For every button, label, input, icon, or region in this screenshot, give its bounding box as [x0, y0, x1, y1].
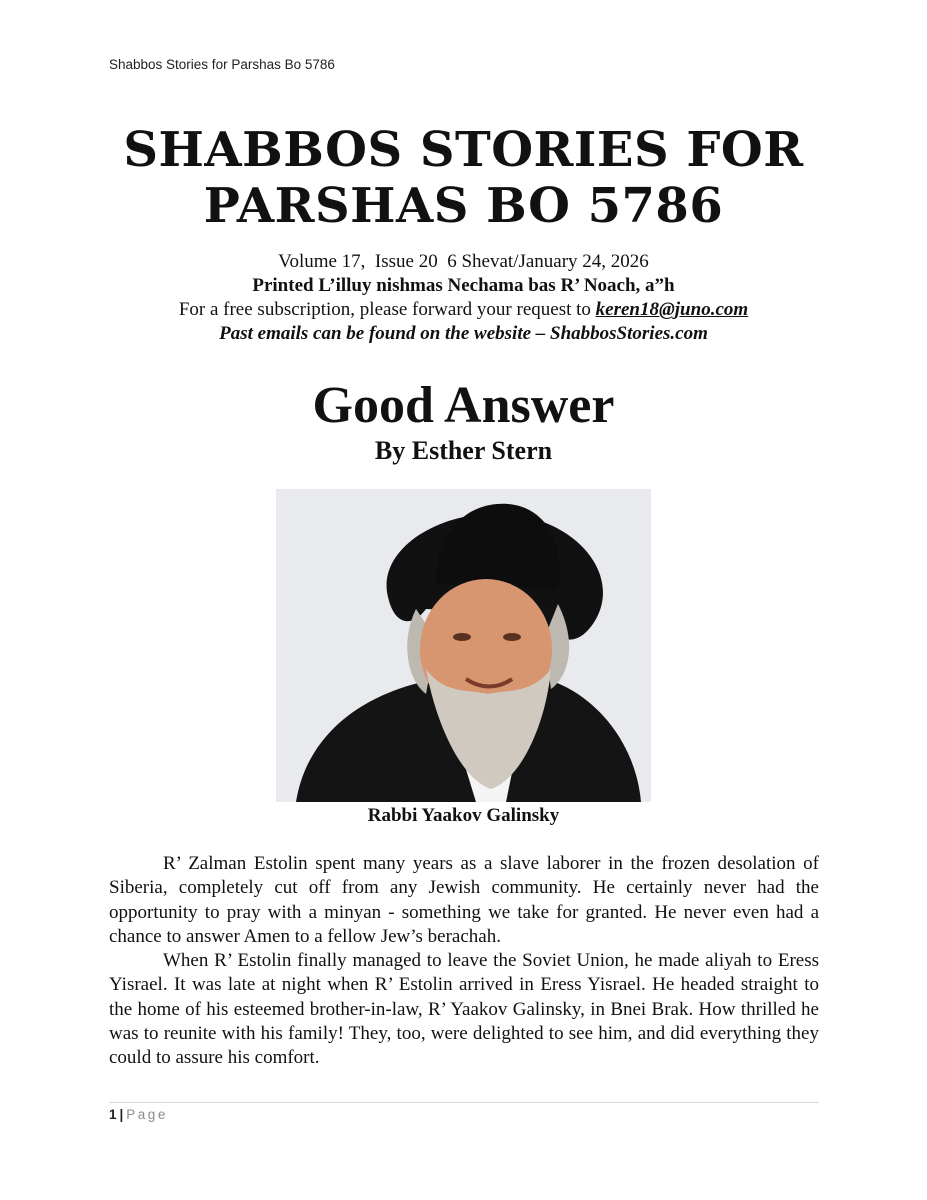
subscription-text: For a free subscription, please forward your request to — [178, 299, 596, 320]
page-label: Page — [126, 1107, 168, 1122]
footer-divider — [109, 1102, 819, 1103]
subscription-email-link[interactable]: keren18@juno.com — [595, 299, 749, 320]
masthead-title-line-2: PARSHAS BO 5786 — [203, 178, 724, 234]
portrait-illustration — [276, 489, 651, 802]
subscription-line — [0, 298, 927, 322]
running-header: Shabbos Stories for Parshas Bo 5786 — [109, 57, 335, 72]
past-emails-line: Past emails can be found on the website – ShabbosStories.com — [219, 323, 708, 344]
article-body — [109, 852, 819, 1071]
paragraph: R’ Zalman Estolin spent many years as a slave laborer in the frozen desolation of Siberia, completely cut off from any Jewish community. He certainly never had the opportunity to pray with a minyan - something we take for granted. He never even had a chance to answer Amen to a fellow Jew’s berachah. — [109, 853, 819, 947]
paragraph: When R’ Estolin finally managed to leave the Soviet Union, he made aliyah to Eress Yisrael. It was late at night when R’ Estolin arrived in Eress Yisrael. He headed straight to the home of his esteemed brother-in-law, R’ Yaakov Galinsky, in Bnei Brak. How thrilled he was to reunite with his family! They, too, were delighted to see him, and did everything they could to assure his comfort. — [109, 950, 819, 1069]
page-number: 1 — [109, 1107, 117, 1122]
masthead-title-line-1: SHABBOS STORIES FOR — [123, 122, 804, 178]
photo-caption: Rabbi Yaakov Galinsky — [367, 805, 560, 826]
article-title: Good Answer — [312, 377, 615, 434]
masthead-title — [0, 122, 927, 234]
volume-issue-line: Volume 17, Issue 20 6 Shevat/January 24, 2026 — [278, 251, 649, 272]
rabbi-portrait-photo — [276, 489, 651, 802]
page-footer — [109, 1107, 168, 1122]
dedication-line: Printed L’illuy nishmas Nechama bas R’ Noach, a”h — [252, 275, 675, 296]
article-byline: By Esther Stern — [374, 436, 553, 465]
page-separator: | — [119, 1107, 124, 1122]
